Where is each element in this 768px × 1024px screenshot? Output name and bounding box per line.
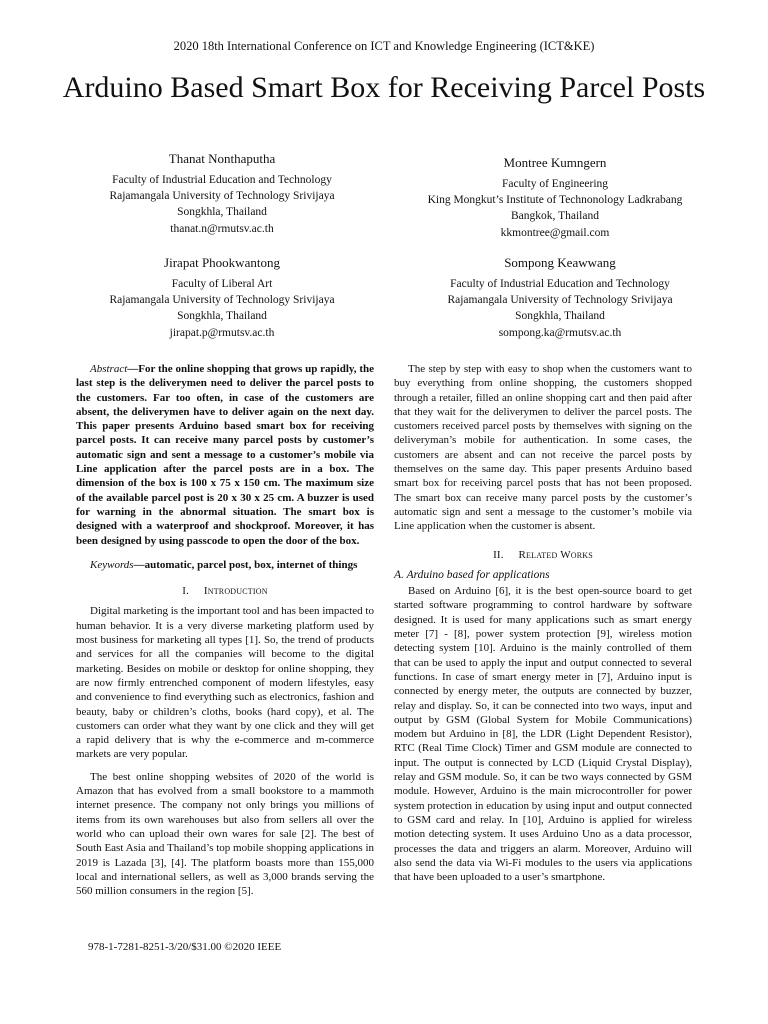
author-affiliation: Rajamangala University of Technology Srivijaya bbox=[109, 190, 335, 203]
left-column bbox=[76, 362, 374, 898]
author-affiliation: King Mongkut’s Institute of Technonology Ladkrabang bbox=[427, 194, 683, 207]
keywords bbox=[76, 558, 374, 572]
subsection-heading: A. Arduino based for applications bbox=[394, 568, 550, 581]
conference-name: 2020 18th International Conference on ICT and Knowledge Engineering (ICT&KE) bbox=[173, 39, 595, 53]
paragraph: Based on Arduino [6], it is the best open-source board to get started software programming to control hardware by software designed. It is used for many applications such as smart energy meter [7] - [8], power system protection [9], wireless motion detecting system [10]. Arduino is the mainly controlled of them that can be used to apply the input and output connected to several functions. In case of smart energy meter in [7], Arduino input is connected by energy meter, the outputs are connected by buzzer, relay and display. So, it can be connected into two ways, input and output by GSM (Global System for Mobile Communications) modem but Arduino in [8], the LDR (Light Dependent Resistor), RTC (Real Time Clock) Timer and GSM module are connected to input. The output is connected by LCD (Liquid Crystal Display), relay and GSM module. So, it can be two ways connected by GSM module. However, Arduino is the main microcontroller for power system protection in education by using input and output connected to GSM card and relay. In [10], Arduino is applied for wireless motion detecting system. It uses Arduino Uno as a data processor, processes the data and triggers an alarm. Moreover, Arduino will also send the data via Wi-Fi modules to the users via applications that have been uploaded to a user’s smartphone. bbox=[394, 585, 692, 884]
author-affiliation: Faculty of Industrial Education and Technology bbox=[450, 278, 670, 290]
author-block-3 bbox=[52, 252, 392, 341]
author-block-4 bbox=[392, 252, 728, 341]
author-email: jirapat.p@rmutsv.ac.th bbox=[169, 326, 275, 339]
author-block-2 bbox=[380, 152, 730, 241]
author-email: kkmontree@gmail.com bbox=[500, 226, 610, 239]
section-number: II. bbox=[493, 548, 504, 561]
author-affiliation: Rajamangala University of Technology Srivijaya bbox=[447, 294, 673, 307]
author-location: Bangkok, Thailand bbox=[511, 210, 599, 223]
paragraph: The step by step with easy to shop when the customers want to buy everything from online shopping, the customers shopped through a retailer, filled an online shopping cart and then paid after that they wait for the deliverymen to deliver the parcel posts. The customers received parcel posts by themselves with signing on the deliveryman’s mobile for authentication. In some cases, the customers are absent and can not receive the parcel posts by themselves on the same day. This paper presents Arduino based smart box for receiving parcel posts that has not been proposed. The smart box can receive many parcel posts by the customer’s automatic sign and sent a message to the customer’s mobile via Line application when the customer is absent. bbox=[394, 363, 692, 533]
keywords-label: Keywords bbox=[90, 558, 134, 571]
author-name: Sompong Keawwang bbox=[504, 255, 616, 270]
abstract bbox=[76, 362, 374, 548]
paragraph: Digital marketing is the important tool and has been impacted to human behavior. It is a very diverse marketing platform used by most business for marketing all types [1]. So, the trend of products and services for all the companies will become to the digital marketing. Besides on mobile or desktop for online shopping, they are now firmly entrenched component of modern lifestyles, easy and convenience to find everything such as electronics, fashion and beauty, baby or children’s cloths, books (hard copy), et al. The customers can order what they want by one click and they will get a rapid delivery that is why the e-commerce and m-commerce markets are very popular. bbox=[76, 605, 374, 761]
section-number: I. bbox=[182, 585, 190, 598]
abstract-label: Abstract bbox=[90, 363, 128, 375]
author-name: Thanat Nonthaputha bbox=[168, 151, 276, 166]
author-affiliation: Faculty of Liberal Art bbox=[171, 278, 273, 290]
keywords-text: —automatic, parcel post, box, internet of things bbox=[133, 558, 358, 571]
paragraph: The best online shopping websites of 2020 of the world is Amazon that has evolved from a small bookstore to a mammoth internet presence. The company not only brings you millions of items from its own warehouses but also from sellers all over the world who can upload their own wares for sale [2]. The best of South East Asia and Thailand’s top mobile shopping applications in 2019 is Lazada [3], [4]. The platform boasts more than 155,000 local and international sellers, as well as 3,000 brands serving the 560 million consumers in the region [5]. bbox=[76, 770, 374, 898]
section-heading-related-works bbox=[394, 548, 692, 562]
author-name: Montree Kumngern bbox=[503, 155, 607, 170]
author-block-1 bbox=[52, 148, 392, 237]
right-column bbox=[394, 362, 692, 884]
author-location: Songkhla, Thailand bbox=[515, 310, 605, 323]
copyright-footer: 978-1-7281-8251-3/20/$31.00 ©2020 IEEE bbox=[88, 941, 282, 953]
author-name: Jirapat Phookwantong bbox=[164, 255, 280, 270]
author-email: thanat.n@rmutsv.ac.th bbox=[170, 222, 274, 235]
author-affiliation: Faculty of Industrial Education and Technology bbox=[112, 174, 332, 186]
author-email: sompong.ka@rmutsv.ac.th bbox=[498, 326, 622, 339]
author-affiliation: Faculty of Engineering bbox=[501, 178, 609, 190]
author-location: Songkhla, Thailand bbox=[177, 206, 267, 219]
author-affiliation: Rajamangala University of Technology Srivijaya bbox=[109, 294, 335, 307]
paper-title: Arduino Based Smart Box for Receiving Parcel Posts bbox=[62, 71, 706, 104]
section-heading-introduction bbox=[76, 584, 374, 598]
section-title: Related Works bbox=[518, 548, 593, 561]
abstract-text: —For the online shopping that grows up rapidly, the last step is the deliverymen need to deliver the parcel posts to the customers. Far too often, in case of the customers are absent, the deliverymen have to deliver again on the next day. This paper presents Arduino based smart box for receiving parcel posts. It can receive many parcel posts by customer’s automatic sign and sent a message to a customer’s mobile via Line application after the parcel posts are in a box. The dimension of the box is 100 x 75 x 150 cm. The maximum size of the available parcel post is 20 x 30 x 25 cm. A buzzer is used for warning in the abnormal situation. The smart box is designed with a waterproof and shockproof. Moreover, it has been designed by using passcode to open the door of the box. bbox=[76, 363, 374, 547]
author-location: Songkhla, Thailand bbox=[177, 310, 267, 323]
section-title: Introduction bbox=[203, 585, 268, 598]
